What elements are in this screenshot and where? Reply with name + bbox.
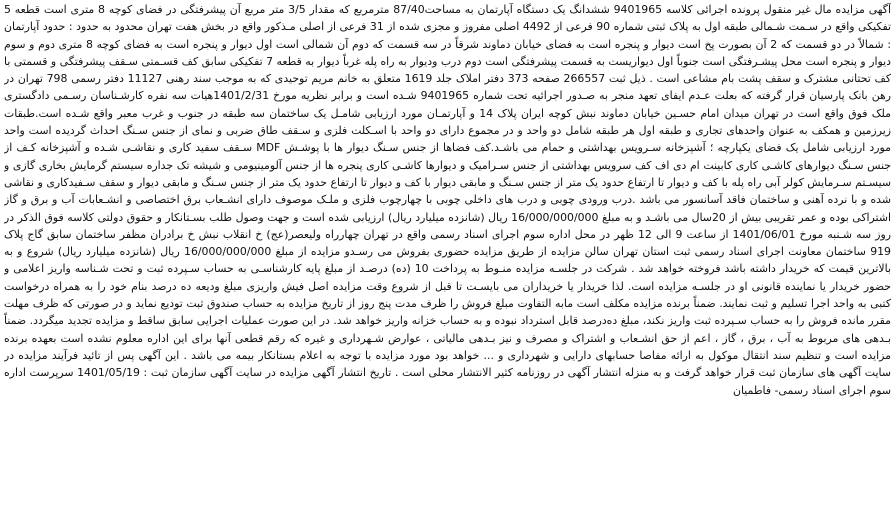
auction-notice-body: آگهی مزایده مال غیر منقول پرونده اجرائی کلاسه 9401965 ششدانگ یک دستگاه آپارتمان به مساحت87/40 مترمربع که مقدار 3/5 متر مربع آن پیشرفتگی در فضای کوچه 8 متری است قطعه 5 تفکیکی واقع در سـمت شـمالی طبقه اول به پلاک ثبتی شماره 90 فرعی از 4492 اصلی مفروز و مجزی شده از 31 فرعی از اصلی مـذکور واقع در بخش هفت تهران محدود به حدود : حدود آپارتمان : شمالاً در دو قسمت که 2 آن بصورت پخ است دیوار و پنجره است به فضای خیابان دماوند شرقاً در سه قسمت که دوم آن شمالی است اول دیوار و پنجره است به فضای کوچه 8 متری دوم و سوم دیوار و پنجره است محل پیشـرفتگی است جنوباً اول دیواریست به قسمت پیشرفتگی است دوم درب ودیوار به راه پله غرباً دیوار به قطعه 7 تفکیکی سابق کف قسـمتی سـقف پیشرفتگی و قسمتی با کف تحتانی مشترک و سقف پشت بام مشاعی است . ذیل ثبت 266557 صفحه 373 دفتر املاک جلد 1619 متعلق به خانم مریم توحیدی که به موجب سند رهنی 11127 دفتر رسمی 798 تهران در رهن بانک پارسیان قرار گرفته که بعلت عـدم ایفای تعهد منجر به صـدور اجرائیه تحت شماره 9401965 شـده است و برابر نظریه مورخ 1401/2/31هیات سه نفره کارشـناسان رسـمی دادگستری ملک فوق واقع است در تهران میدان امام حسـین خیابان دماوند نبش کوچه ایران پلاک 14 و آپارتمـان مورد ارزیابی شامـل یک ساختمان سه طبقه در جنوب و غرب معبر واقع شـده است.طبقات زیرزمین و همکف به عنوان واحدهای تجاری و طبقه اول هر طبقه شامل دو واحد و در مجموع دارای دو واحد با اسـکلت فلزی و سـقف طاق ضربی و نمای از جنس سـنگ احداث گردیده است واحد مورد ارزیابی شامل یک فضای یکپارچه ؛ آشپزخانه سـرویس بهداشتی و حمام می باشـد.کف فضاها از جنس سـنگ دیوار ها با پوشـش MDF سـقف سفید کاری و نقاشـی شـده و آشپزخانه کـف از جنس سـنگ دیوارهای کاشـی کاری کابینت ام دی اف کف سرویس بهداشتی از جنس سـرامیک و دیوارها کاشـی کاری پنجره ها از جنس آلومینیومی و شیشه تک جداره سیستم گرمایش بخاری گازی و سیسـتم سـرمایش کولر آبی راه پله با کف و دیوار تا ارتفاع حدود یک متر از جنس سـنگ و مابقی دیوار با کف و دیوار تا ارتفاع حدود یک متر از جنس سـنگ و مابقی دیوار و سقف سـفیدکاری و نقاشی شده و با نرده آهنی و ساختمان فاقد آسانسور می باشد .درب ورودی چوبی و درب های داخلی چوبی با چهارچوب فلزی و ملـک موصوف دارای انشـعاب برق اختصاصی و انشـعابات آب و برق و گاز اشتراکی بوده و عمر تقریبی بیش از 20سال می باشـد و به مبلغ 16/000/000/000 ریال (شانزده میلیارد ریال) ارزیابی شده است و جهت وصول طلب بسـتانکار و حقوق دولتی کلاسه فوق الذکر در روز سه شـنبه مورخ 1401/06/01 از ساعت 9 الی 12 ظهر در محل اداره سوم اجرای اسناد رسمی واقع در تهران چهارراه ولیعصر(عج) خ انقلاب نبش خ برادران مظفر ساختمان سابق گاج پلاک 919 ساختمان معاونت اجرای اسناد رسمی ثبت استان تهران سالن مزایده از طریق مزایده حضوری بفروش می رسـدو مزایده از مبلغ 16/000/000/000 ریال (شانزده میلیارد ریال) شروع و به بالاترین قیمت که خریدار داشته باشد فروخته خواهد شد . شرکت در جلسـه مزایده منـوط به پرداخت 10 (ده) درصـد از مبلغ پایه کارشناسـی به حساب سـپرده ثبت و تحت شـناسه واریز اعلامی و حضور خریدار یا نماینده قانونی او در جلسـه مزایده است. لذا خریدار یا خریداران می بایسـت تا قبل از شروع وقت مزایده اصل فیش واریزی مبلغ ودیعه ده درصد بنام خود را به همراه درخواست کتبی به واحد اجرا تسلیم و ثبت نمایند. ضمناً برنده مزایده مکلف است مابه التفاوت مبلغ فروش را ظرف مدت پنج روز از تاریخ مزایده به حساب صندوق ثبت تودیع نماید و در صورتی که ظرف مهلت مقرر مانده فروش را به حساب سـپرده ثبت واریز نکند، مبلغ ده‌درصد قابل استرداد نبوده و به حساب خزانه واریز خواهد شد. در این صورت عملیات اجرایی سابق ساقط و مزایده تجدید میگردد. ضمناً بـدهی های مربوط به آب ، برق ، گاز ، اعم از حق انشـعاب و اشتراک و مصرف و نیز بـدهی مالیاتی ، عوارض شـهرداری و غیره که رقم قطعی آنها برای این اداره معلوم نشده است بعهده برنده مزایده است و تنظیم سند انتقال موکول به ارائه مفاصا حسابهای دارایی و شهرداری و ... خواهد بود مورد مزایده با توجه به اعلام بستانکار بیمه می باشد . این آگهی پس از تائید فرآیند مزایده در سایت آگهی های سازمان ثبت قرار خواهد گرفت و به منزله انتشار آگهی در روزنامه کثیر الانتشار محلی است . تاریخ انتشار آگهی مزایده در سایت آگهی سازمان ثبت : 1401/05/19 سرپرست اداره سوم اجرای اسناد رسمی- فاطمیان bbox=[4, 3, 891, 397]
auction-notice-text bbox=[4, 1, 891, 511]
